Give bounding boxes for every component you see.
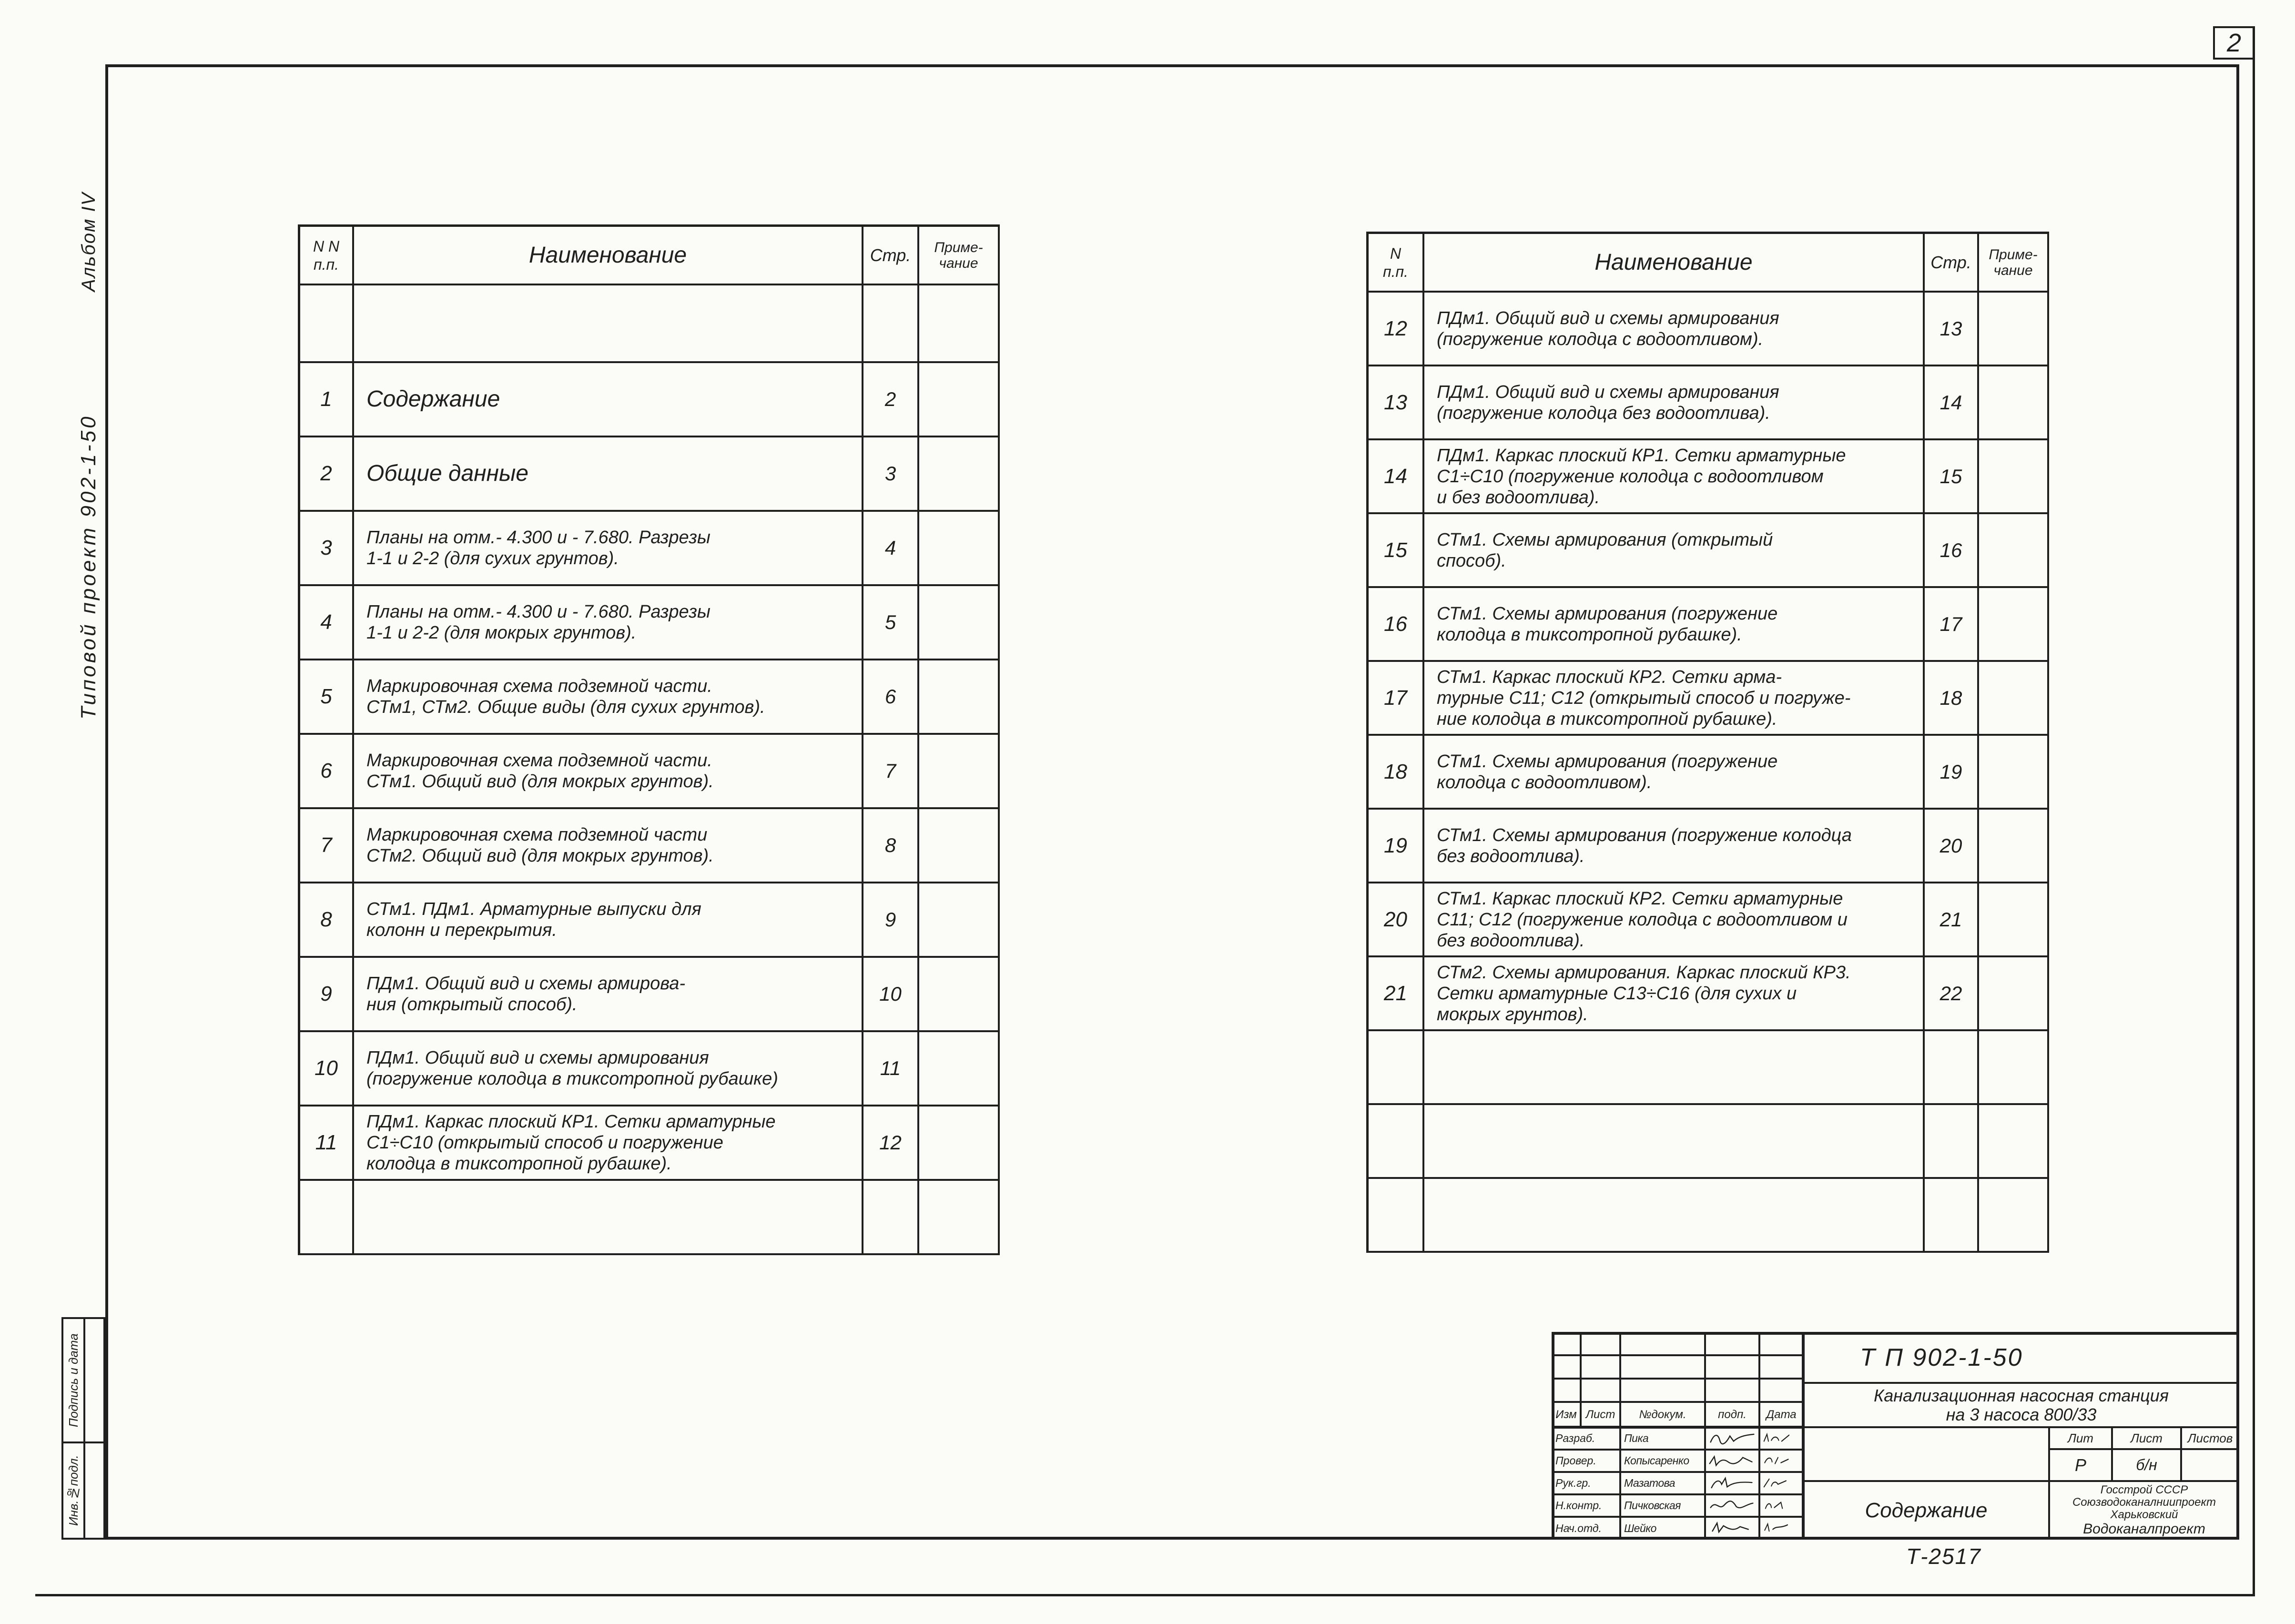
- empty-cell: [863, 285, 919, 363]
- row-number-text: 14: [1384, 464, 1407, 488]
- header-number-line: N: [1390, 244, 1401, 262]
- row-title: [354, 809, 863, 883]
- row-title-line: колодца в тиксотропной рубашке).: [1437, 624, 1742, 645]
- row-page: [1925, 440, 1979, 514]
- empty-cell: [1925, 1179, 1979, 1253]
- signature-date: [1759, 1472, 1803, 1494]
- handwritten-mark: [1760, 1518, 1802, 1539]
- signature-date: [1759, 1450, 1803, 1472]
- project-code-cell: [1803, 1332, 2239, 1383]
- row-number: [1369, 293, 1424, 366]
- row-page-text: 7: [884, 760, 896, 782]
- row-number-text: 9: [320, 982, 332, 1005]
- row-page-text: 21: [1940, 908, 1962, 931]
- row-title-line: СТм1, СТм2. Общие виды (для сухих грунтов).: [366, 697, 765, 717]
- row-title-line: ПДм1. Общий вид и схемы армирования: [1437, 308, 1779, 328]
- row-title-line: СТм1. ПДм1. Арматурные выпуски для: [366, 899, 701, 919]
- signature-date: [1759, 1517, 1803, 1540]
- signer-role: Нач.отд.: [1552, 1517, 1620, 1540]
- row-note: [1979, 440, 2049, 514]
- row-page-text: 3: [884, 462, 896, 485]
- row-title: [1424, 810, 1925, 883]
- stamp-empty-cell: [1552, 1379, 1581, 1402]
- row-number: [1369, 366, 1424, 440]
- handwritten-mark: [1706, 1473, 1758, 1493]
- row-page-text: 12: [879, 1131, 902, 1154]
- row-number: [1369, 440, 1424, 514]
- row-page: [863, 809, 919, 883]
- row-page: [863, 363, 919, 437]
- row-number-text: 4: [320, 610, 332, 634]
- row-page: [863, 586, 919, 660]
- row-page: [1925, 883, 1979, 957]
- signature: [1705, 1494, 1759, 1517]
- row-title-line: Маркировочная схема подземной части.: [366, 676, 712, 696]
- signature-date: [1759, 1427, 1803, 1450]
- row-title-line: без водоотлива).: [1437, 846, 1585, 866]
- sheets-total-header: Листов: [2181, 1427, 2239, 1449]
- header-page: [1925, 234, 1979, 293]
- organization-line: Госстрой СССР: [2100, 1483, 2188, 1496]
- empty-cell: [1979, 1179, 2049, 1253]
- row-number: [300, 512, 354, 586]
- row-page: [1925, 514, 1979, 588]
- row-note: [919, 512, 1000, 586]
- row-title-line: СТм2. Общий вид (для мокрых грунтов).: [366, 846, 714, 866]
- row-page: [1925, 736, 1979, 810]
- row-title-line: турные С11; С12 (открытый способ и погруже-: [1437, 688, 1851, 708]
- row-number: [300, 809, 354, 883]
- row-note: [1979, 736, 2049, 810]
- row-title-line: мокрых грунтов).: [1437, 1004, 1588, 1025]
- row-page-text: 2: [884, 388, 896, 410]
- row-page: [863, 735, 919, 809]
- empty-cell: [1424, 1105, 1925, 1179]
- row-note: [919, 363, 1000, 437]
- row-title-line: без водоотлива).: [1437, 930, 1585, 951]
- header-number-line: п.п.: [1383, 263, 1408, 280]
- row-number: [1369, 810, 1424, 883]
- album-label: Альбом IV: [78, 192, 99, 292]
- empty-cell: [1979, 1105, 2049, 1179]
- row-title: [354, 883, 863, 958]
- row-title: [354, 660, 863, 735]
- row-title: [1424, 957, 1925, 1031]
- signer-role: Разраб.: [1552, 1427, 1620, 1450]
- row-page-text: 15: [1940, 465, 1962, 487]
- row-title-line: СТм1. Схемы армирования (погружение: [1437, 751, 1778, 771]
- organization-cell: [2049, 1481, 2239, 1540]
- row-title-line: ПДм1. Каркас плоский КР1. Сетки арматурные: [366, 1112, 776, 1132]
- stamp-header-cell: Изм: [1552, 1402, 1581, 1427]
- empty-cell: [1369, 1179, 1424, 1253]
- header-note-line: Приме-: [1989, 246, 2038, 263]
- signature: [1705, 1450, 1759, 1472]
- row-page: [863, 437, 919, 512]
- blank-cell: [1803, 1427, 2049, 1481]
- row-note: [1979, 883, 2049, 957]
- empty-cell: [300, 285, 354, 363]
- empty-cell: [863, 1181, 919, 1255]
- stamp-empty-cell: [1620, 1355, 1705, 1379]
- row-page-text: 20: [1940, 834, 1962, 857]
- row-number: [1369, 514, 1424, 588]
- row-title: [1424, 662, 1925, 736]
- row-page-text: 9: [884, 908, 896, 931]
- handwritten-mark: [1706, 1451, 1758, 1471]
- sheet-edge-bottom: [35, 1594, 2255, 1596]
- row-number-text: 12: [1384, 316, 1407, 340]
- empty-cell: [1925, 1105, 1979, 1179]
- row-number-text: 19: [1384, 833, 1407, 857]
- sheet-number: 2: [2213, 26, 2255, 60]
- signer-name: Пичковская: [1620, 1494, 1705, 1517]
- row-page: [1925, 662, 1979, 736]
- header-note: [919, 227, 1000, 285]
- row-note: [1979, 957, 2049, 1031]
- handwritten-mark: [1760, 1428, 1802, 1449]
- row-number: [300, 660, 354, 735]
- row-title-line: СТм2. Схемы армирования. Каркас плоский КР3.: [1437, 962, 1851, 983]
- row-title-line: 1-1 и 2-2 (для мокрых грунтов).: [366, 623, 637, 643]
- row-number: [300, 1032, 354, 1106]
- row-number-text: 10: [315, 1056, 338, 1080]
- row-note: [1979, 662, 2049, 736]
- row-title-line: С1÷С10 (открытый способ и погружение: [366, 1133, 723, 1153]
- signer-name: Мазатова: [1620, 1472, 1705, 1494]
- stamp-empty-cell: [1581, 1379, 1620, 1402]
- row-page-text: 13: [1940, 317, 1962, 340]
- header-page: [863, 227, 919, 285]
- empty-cell: [300, 1181, 354, 1255]
- row-note: [919, 1106, 1000, 1181]
- stamp-empty-cell: [1552, 1332, 1581, 1355]
- title-block-divider: [1802, 1332, 1805, 1540]
- row-page: [1925, 957, 1979, 1031]
- project-label: Типовой проект 902-1-50: [77, 414, 100, 720]
- header-number: [1369, 234, 1424, 293]
- row-title-line: СТм1. Схемы армирования (погружение: [1437, 603, 1778, 624]
- row-page-text: 17: [1940, 612, 1962, 635]
- row-title: [1424, 588, 1925, 662]
- row-note: [919, 809, 1000, 883]
- row-title-line: колодца в тиксотропной рубашке).: [366, 1154, 672, 1174]
- row-page-text: 11: [880, 1057, 901, 1079]
- row-number-text: 18: [1384, 760, 1407, 783]
- row-note: [1979, 514, 2049, 588]
- row-page-text: 8: [884, 834, 896, 856]
- row-page: [863, 958, 919, 1032]
- row-number-text: 3: [320, 536, 332, 559]
- row-title: [1424, 883, 1925, 957]
- row-title: [1424, 366, 1925, 440]
- signer-role: Провер.: [1552, 1450, 1620, 1472]
- contents-table-left: [298, 224, 1000, 1255]
- row-number: [1369, 736, 1424, 810]
- row-title-line: Планы на отм.- 4.300 и - 7.680. Разрезы: [366, 528, 711, 548]
- empty-cell: [1424, 1031, 1925, 1105]
- row-title: [354, 1106, 863, 1181]
- row-title-line: Сетки арматурные С13÷С16 (для сухих и: [1437, 983, 1797, 1004]
- stamp-empty-cell: [1705, 1379, 1759, 1402]
- empty-cell: [354, 285, 863, 363]
- handwritten-mark: [1760, 1495, 1802, 1516]
- object-name-line: Канализационная насосная станция: [1873, 1385, 2169, 1405]
- row-page-text: 16: [1940, 538, 1962, 561]
- row-title: [354, 363, 863, 437]
- sheet-value: б/н: [2112, 1449, 2181, 1481]
- header-note-line: Приме-: [934, 239, 983, 255]
- row-title: [354, 437, 863, 512]
- row-title-line: ния (открытый способ).: [366, 995, 578, 1015]
- sheet-edge-right: [2253, 26, 2255, 1596]
- row-title-line: колонн и перекрытия.: [366, 920, 557, 940]
- row-title: [354, 958, 863, 1032]
- title-block-divider: [1552, 1426, 1803, 1429]
- row-note: [1979, 588, 2049, 662]
- row-page: [863, 512, 919, 586]
- strip-divider: [83, 1319, 85, 1538]
- header-note: [1979, 234, 2049, 293]
- header-name-label: Наименование: [528, 243, 687, 268]
- header-name: [1424, 234, 1925, 293]
- lit-value: Р: [2049, 1449, 2112, 1481]
- row-title-line: Маркировочная схема подземной части: [366, 825, 708, 845]
- row-title-line: ПДм1. Общий вид и схемы армирования: [366, 1048, 709, 1068]
- row-title-line: СТм1. Общий вид (для мокрых грунтов).: [366, 771, 714, 792]
- row-number: [300, 1106, 354, 1181]
- signer-role: Рук.гр.: [1552, 1472, 1620, 1494]
- row-page-text: 10: [879, 983, 902, 1005]
- row-page-text: 19: [1940, 760, 1962, 783]
- row-title-line: ние колодца в тиксотропной рубашке).: [1437, 709, 1777, 729]
- signer-name: Шейко: [1620, 1517, 1705, 1540]
- row-page-text: 6: [884, 685, 896, 708]
- row-page: [1925, 588, 1979, 662]
- stamp-empty-cell: [1759, 1332, 1803, 1355]
- row-page-text: 4: [884, 537, 896, 559]
- row-number: [300, 437, 354, 512]
- row-note: [1979, 366, 2049, 440]
- title-block: [1552, 1332, 2239, 1540]
- signature: [1705, 1427, 1759, 1450]
- row-number-text: 20: [1384, 907, 1407, 931]
- row-number-text: 15: [1384, 538, 1407, 562]
- contents-table-right: [1366, 232, 2049, 1253]
- row-page: [863, 1032, 919, 1106]
- signature-date-label: Подпись и дата: [66, 1333, 81, 1427]
- handwritten-mark: [1760, 1451, 1802, 1471]
- empty-cell: [354, 1181, 863, 1255]
- row-number-text: 16: [1384, 612, 1407, 636]
- empty-cell: [1369, 1031, 1424, 1105]
- row-page: [1925, 366, 1979, 440]
- row-number: [1369, 662, 1424, 736]
- row-number-text: 11: [315, 1131, 337, 1154]
- row-number-text: 21: [1384, 981, 1407, 1005]
- row-number: [1369, 883, 1424, 957]
- row-title: [354, 512, 863, 586]
- stamp-empty-cell: [1705, 1332, 1759, 1355]
- row-title-line: ПДм1. Общий вид и схемы армирования: [1437, 382, 1779, 402]
- row-number-text: 8: [320, 908, 332, 931]
- empty-cell: [1979, 1031, 2049, 1105]
- row-page: [1925, 293, 1979, 366]
- row-title: [354, 1032, 863, 1106]
- stamp-empty-cell: [1581, 1355, 1620, 1379]
- header-note-line: чание: [939, 255, 978, 271]
- row-number: [1369, 957, 1424, 1031]
- sheets-total-value: [2181, 1449, 2239, 1481]
- row-number: [300, 363, 354, 437]
- stamp-header-cell: №докум.: [1620, 1402, 1705, 1427]
- stamp-header-cell: Дата: [1759, 1402, 1803, 1427]
- handwritten-mark: [1706, 1495, 1758, 1516]
- row-page: [1925, 810, 1979, 883]
- row-title-line: (погружение колодца без водоотлива).: [1437, 403, 1770, 423]
- lit-header: Лит: [2049, 1427, 2112, 1449]
- header-number-line: N N: [313, 237, 340, 255]
- organization-line: Водоканалпроект: [2083, 1521, 2205, 1537]
- stamp-header-cell: подп.: [1705, 1402, 1759, 1427]
- row-number: [1369, 588, 1424, 662]
- sheet-title: Содержание: [1865, 1498, 1988, 1522]
- row-note: [919, 1032, 1000, 1106]
- stamp-empty-cell: [1552, 1355, 1581, 1379]
- row-number-text: 6: [320, 759, 332, 782]
- handwritten-mark: [1706, 1428, 1758, 1449]
- row-page-text: 18: [1940, 686, 1962, 709]
- object-name-line: на 3 насоса 800/33: [1946, 1404, 2097, 1424]
- row-number-text: 5: [320, 685, 332, 708]
- stamp-empty-cell: [1759, 1355, 1803, 1379]
- organization-line: Харьковский: [2110, 1508, 2178, 1521]
- row-page-text: 5: [884, 611, 896, 633]
- row-title-line: Маркировочная схема подземной части.: [366, 751, 712, 771]
- row-title-line: (погружение колодца с водоотливом).: [1437, 329, 1764, 349]
- object-name-cell: [1803, 1383, 2239, 1427]
- row-number-text: 17: [1384, 686, 1407, 710]
- row-number: [300, 958, 354, 1032]
- header-page-label: Стр.: [870, 245, 911, 265]
- row-page: [863, 660, 919, 735]
- row-page-text: 22: [1940, 982, 1962, 1005]
- stamp-empty-cell: [1581, 1332, 1620, 1355]
- row-note: [1979, 293, 2049, 366]
- inventory-number-label: Инв.№подл.: [66, 1455, 81, 1526]
- row-title-line: (погружение колодца в тиксотропной рубашке): [366, 1069, 778, 1089]
- row-title-line: способ).: [1437, 550, 1506, 571]
- row-number-text: 2: [320, 462, 332, 485]
- row-page: [863, 883, 919, 958]
- row-title-line: Содержание: [366, 386, 500, 412]
- row-title-line: Общие данные: [366, 461, 528, 486]
- row-number: [300, 586, 354, 660]
- row-note: [919, 735, 1000, 809]
- row-note: [1979, 810, 2049, 883]
- signer-name: Пика: [1620, 1427, 1705, 1450]
- empty-cell: [1925, 1031, 1979, 1105]
- stamp-empty-cell: [1705, 1355, 1759, 1379]
- row-note: [919, 883, 1000, 958]
- row-title-line: и без водоотлива).: [1437, 487, 1600, 508]
- row-title: [1424, 440, 1925, 514]
- row-title: [354, 586, 863, 660]
- row-title: [1424, 514, 1925, 588]
- row-title-line: СТм1. Схемы армирования (погружение колодца: [1437, 825, 1852, 845]
- row-title-line: СТм1. Каркас плоский КР2. Сетки арма-: [1437, 667, 1782, 687]
- empty-cell: [919, 1181, 1000, 1255]
- header-page-label: Стр.: [1930, 252, 1971, 272]
- project-code: Т П 902-1-50: [1860, 1343, 2023, 1371]
- handwritten-mark: [1760, 1473, 1802, 1493]
- row-page: [863, 1106, 919, 1181]
- row-title-line: СТм1. Каркас плоский КР2. Сетки арматурные: [1437, 888, 1843, 909]
- row-number: [300, 735, 354, 809]
- signature-date: [1759, 1494, 1803, 1517]
- row-title-line: ПДм1. Каркас плоский КР1. Сетки арматурные: [1437, 445, 1846, 466]
- row-title-line: 1-1 и 2-2 (для сухих грунтов).: [366, 548, 619, 568]
- row-title-line: С1÷С10 (погружение колодца с водоотливом: [1437, 466, 1824, 487]
- row-note: [919, 660, 1000, 735]
- stamp-empty-cell: [1620, 1379, 1705, 1402]
- signer-role: Н.контр.: [1552, 1494, 1620, 1517]
- header-name: [354, 227, 863, 285]
- signature: [1705, 1472, 1759, 1494]
- row-note: [919, 958, 1000, 1032]
- row-title-line: СТм1. Схемы армирования (открытый: [1437, 529, 1773, 550]
- approval-strip: [61, 1317, 105, 1540]
- empty-cell: [919, 285, 1000, 363]
- row-title-line: ПДм1. Общий вид и схемы армирова-: [366, 974, 686, 994]
- sheet-title-cell: [1803, 1481, 2049, 1540]
- row-number: [300, 883, 354, 958]
- row-title-line: С11; С12 (погружение колодца с водоотливом и: [1437, 909, 1848, 930]
- row-number-text: 7: [320, 833, 332, 857]
- row-note: [919, 437, 1000, 512]
- organization-line: Союзводоканалниипроект: [2072, 1495, 2216, 1509]
- strip-divider: [63, 1441, 103, 1443]
- stamp-empty-cell: [1759, 1379, 1803, 1402]
- signer-name: Копысаренко: [1620, 1450, 1705, 1472]
- row-note: [919, 586, 1000, 660]
- handwritten-mark: [1706, 1518, 1758, 1539]
- signature: [1705, 1517, 1759, 1540]
- row-page-text: 14: [1940, 391, 1962, 414]
- header-number: [300, 227, 354, 285]
- row-number-text: 1: [320, 387, 332, 411]
- row-title: [1424, 293, 1925, 366]
- header-note-line: чание: [1993, 262, 2033, 278]
- row-title-line: Планы на отм.- 4.300 и - 7.680. Разрезы: [366, 602, 711, 622]
- empty-cell: [1369, 1105, 1424, 1179]
- stamp-empty-cell: [1620, 1332, 1705, 1355]
- sheet-header: Лист: [2112, 1427, 2181, 1449]
- header-number-line: п.п.: [314, 255, 339, 273]
- row-title: [354, 735, 863, 809]
- archive-number: Т-2517: [1906, 1544, 1981, 1569]
- stamp-header-cell: Лист: [1581, 1402, 1620, 1427]
- row-number-text: 13: [1384, 390, 1407, 414]
- header-name-label: Наименование: [1594, 250, 1753, 275]
- row-title-line: колодца с водоотливом).: [1437, 772, 1652, 792]
- row-title: [1424, 736, 1925, 810]
- empty-cell: [1424, 1179, 1925, 1253]
